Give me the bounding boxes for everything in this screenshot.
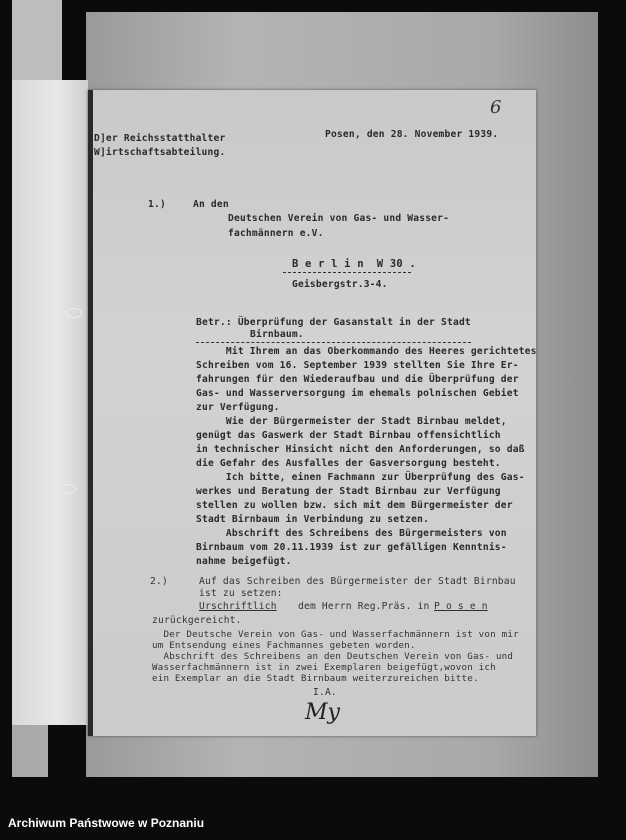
body-line: fahrungen für den Wiederaufbau und die Überprüfung der bbox=[196, 374, 519, 385]
archive-name: Archiwum Państwowe w Poznaniu bbox=[8, 816, 205, 830]
subject-line: Birnbaum. bbox=[250, 329, 304, 340]
body-line: Wie der Bürgermeister der Stadt Birnbau meldet, bbox=[196, 416, 507, 427]
body-line: werkes und Beratung der Stadt Birnbau zur Verfügung bbox=[196, 486, 501, 497]
body-line: stellen zu wollen bzw. sich mit dem Bürgermeister der bbox=[196, 500, 513, 511]
recipient-line: Deutschen Verein von Gas- und Wasser- bbox=[228, 213, 450, 224]
binding-ring-icon bbox=[66, 308, 82, 318]
section2-paragraph: ein Exemplar an die Stadt Birnbaum weiterzureichen bitte. bbox=[152, 673, 479, 684]
page-edge bbox=[88, 90, 93, 736]
body-line: Gas- und Wasserversorgung im ehemals polnischen Gebiet bbox=[196, 388, 519, 399]
divider bbox=[283, 272, 411, 273]
recipient-city: B e r l i n W 30 . bbox=[292, 258, 416, 270]
recipient-street: Geisbergstr.3-4. bbox=[292, 279, 388, 290]
subject-line: Betr.: Überprüfung der Gasanstalt in der Stadt bbox=[196, 317, 471, 328]
body-line: Mit Ihrem an das Oberkommando des Heeres gerichtetes bbox=[196, 346, 537, 357]
section2-paragraph: Der Deutsche Verein von Gas- und Wasserfachmännern ist von mir bbox=[152, 629, 519, 640]
returned-to: dem Herrn Reg.Präs. in bbox=[298, 601, 430, 612]
body-line: Stadt Birnbaum in Verbindung zu setzen. bbox=[196, 514, 430, 525]
body-line: Abschrift des Schreibens des Bürgermeisters von bbox=[196, 528, 507, 539]
body-line: nahme beigefügt. bbox=[196, 556, 292, 567]
body-line: Ich bitte, einen Fachmann zur Überprüfung des Gas- bbox=[196, 472, 525, 483]
handwritten-signature: My bbox=[305, 700, 340, 725]
address-to: An den bbox=[193, 199, 229, 210]
section2-line: Auf das Schreiben des Bürgermeister der Stadt Birnbau bbox=[199, 576, 516, 587]
urschriftlich: Urschriftlich bbox=[199, 601, 277, 612]
recipient-line: fachmännern e.V. bbox=[228, 228, 324, 239]
divider bbox=[196, 342, 471, 343]
section2-paragraph: Abschrift des Schreibens an den Deutschen Verein von Gas- und bbox=[152, 651, 514, 662]
section2-line: ist zu setzen: bbox=[199, 588, 283, 599]
return-city: P o s e n bbox=[434, 601, 488, 612]
left-adjacent-page-lower bbox=[12, 725, 48, 777]
section-number: 1.) bbox=[148, 199, 166, 210]
section2-paragraph: Wasserfachmännern ist in zwei Exemplaren beigefügt,wovon ich bbox=[152, 662, 496, 673]
body-line: zur Verfügung. bbox=[196, 402, 280, 413]
sender-line: [W]irtschaftsabteilung. bbox=[88, 147, 226, 158]
binding-ring-icon bbox=[60, 484, 76, 494]
background-sheet-strip bbox=[12, 0, 62, 80]
ia-label: I.A. bbox=[313, 687, 337, 698]
sender-line: [D]er Reichsstatthalter bbox=[88, 133, 226, 144]
body-line: genügt das Gaswerk der Stadt Birnbau offensichtlich bbox=[196, 430, 501, 441]
returned-line: zurückgereicht. bbox=[152, 615, 242, 626]
date-line: Posen, den 28. November 1939. bbox=[325, 129, 499, 140]
section-number: 2.) bbox=[150, 576, 168, 587]
body-line: die Gefahr des Ausfalles der Gasversorgung besteht. bbox=[196, 458, 501, 469]
body-line: in technischer Hinsicht nicht den Anforderungen, so daß bbox=[196, 444, 525, 455]
page-number: 6 bbox=[490, 97, 502, 118]
section2-paragraph: um Entsendung eines Fachmannes gebeten worden. bbox=[152, 640, 416, 651]
body-line: Schreiben vom 16. September 1939 stellten Sie Ihre Er- bbox=[196, 360, 519, 371]
body-line: Birnbaum vom 20.11.1939 ist zur gefälligen Kenntnis- bbox=[196, 542, 507, 553]
left-adjacent-page bbox=[12, 80, 88, 725]
